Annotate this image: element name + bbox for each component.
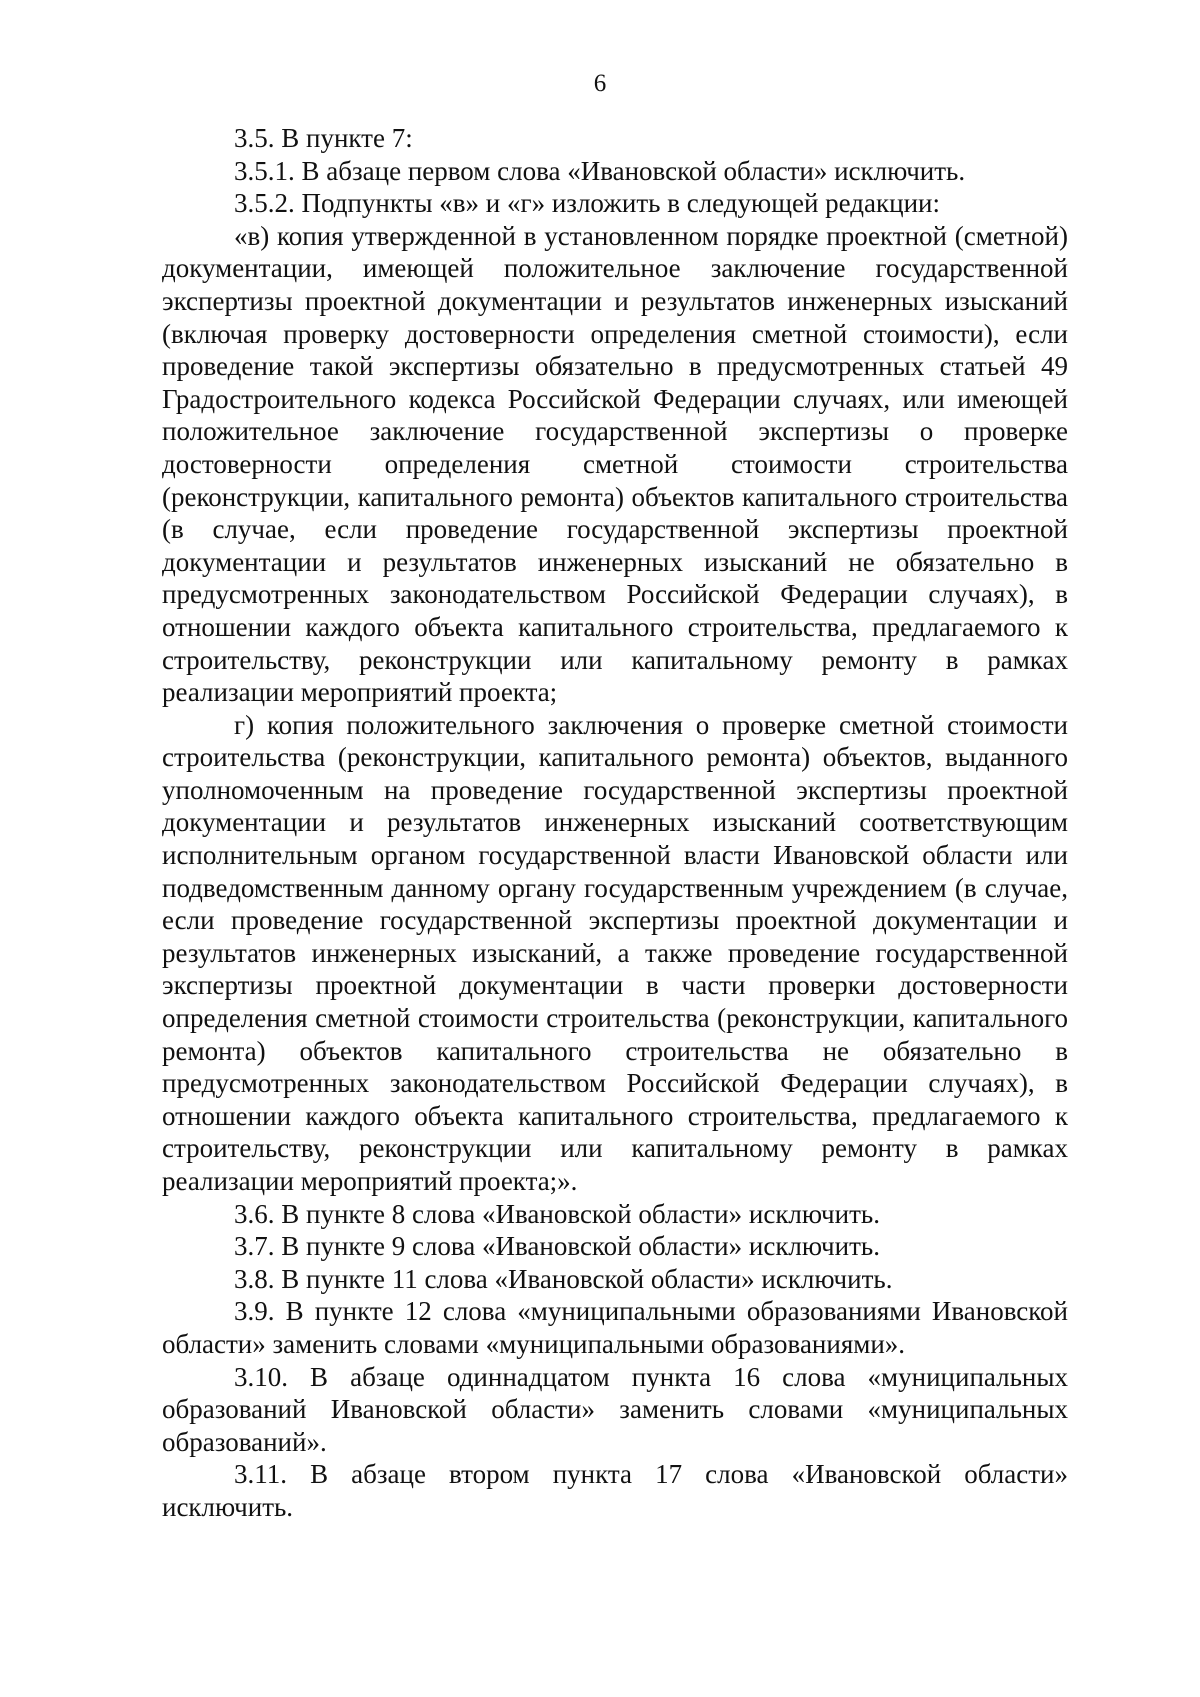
paragraph-3-10: 3.10. В абзаце одиннадцатом пункта 16 слова «муниципальных образований Ивановской области» заменить словами «муниципальных образований». (162, 1361, 1068, 1457)
page-number: 6 (593, 70, 607, 97)
paragraph-3-5-1: 3.5.1. В абзаце первом слова «Ивановской области» исключить. (234, 155, 966, 186)
document-body (162, 122, 1068, 1524)
paragraph-3-6: 3.6. В пункте 8 слова «Ивановской области» исключить. (234, 1198, 880, 1229)
paragraph-3-9: 3.9. В пункте 12 слова «муниципальными образованиями Ивановской области» заменить словами «муниципальными образованиями». (162, 1296, 1068, 1359)
paragraph-3-11: 3.11. В абзаце втором пункта 17 слова «Ивановской области» исключить. (162, 1459, 1068, 1522)
subparagraph-g: г) копия положительного заключения о проверке сметной стоимости строительства (реконструкции, капитального ремонта) объектов, выданного уполномоченным на проведение государственной экспертизы проектной документации и результатов инженерных изысканий соответствующим исполнительным органом государственной власти Ивановской области или подведомственным данному органу государственным учреждением (в случае, если проведение государственной экспертизы проектной документации и результатов инженерных изысканий, а также проведение государственной экспертизы проектной документации в части проверки достоверности определения сметной стоимости строительства (реконструкции, капитального ремонта) объектов капитального строительства не обязательно в предусмотренных законодательством Российской Федерации случаях), в отношении каждого объекта капитального строительства, предлагаемого к строительству, реконструкции или капитальному ремонту в рамках реализации мероприятий проекта;». (162, 709, 1068, 1196)
paragraph-3-5-2: 3.5.2. Подпункты «в» и «г» изложить в следующей редакции: (234, 188, 940, 219)
paragraph-3-7: 3.7. В пункте 9 слова «Ивановской области» исключить. (234, 1231, 880, 1262)
subparagraph-v: «в) копия утвержденной в установленном порядке проектной (сметной) документации, имеющей положительное заключение государственной экспертизы проектной документации и результатов инженерных изысканий (включая проверку достоверности определения сметной стоимости), если проведение такой экспертизы обязательно в предусмотренных статьей 49 Градостроительного кодекса Российской Федерации случаях, или имеющей положительное заключение государственной экспертизы о проверке достоверности определения сметной стоимости строительства (реконструкции, капитального ремонта) объектов капитального строительства (в случае, если проведение государственной экспертизы проектной документации и результатов инженерных изысканий не обязательно в предусмотренных законодательством Российской Федерации случаях), в отношении каждого объекта капитального строительства, предлагаемого к строительству, реконструкции или капитальному ремонту в рамках реализации мероприятий проекта; (162, 220, 1068, 708)
paragraph-3-8: 3.8. В пункте 11 слова «Ивановской области» исключить. (234, 1263, 893, 1294)
paragraph-3-5: 3.5. В пункте 7: (234, 123, 413, 153)
